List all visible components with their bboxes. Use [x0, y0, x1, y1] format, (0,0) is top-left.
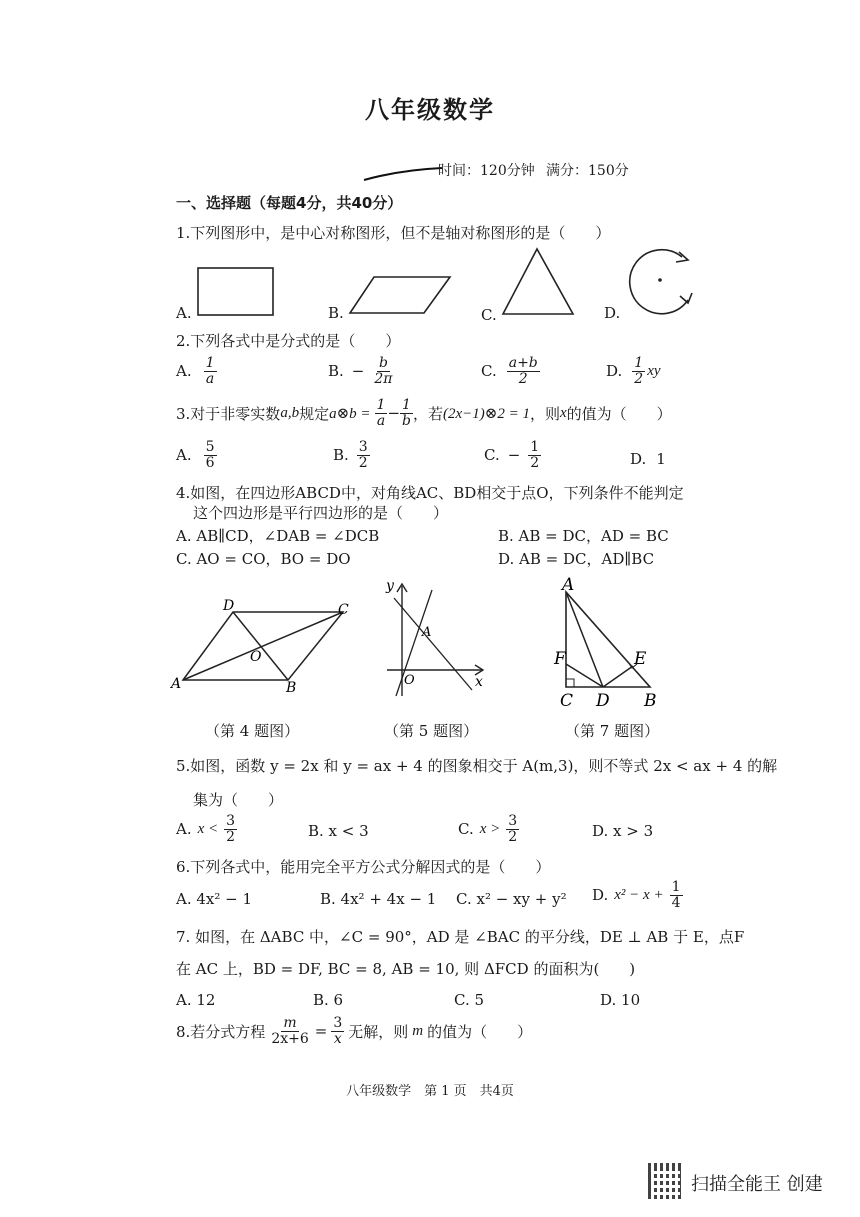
fig4-label-b: B [286, 680, 297, 696]
q3-f2-den: b [402, 412, 411, 429]
q3-option-d [630, 450, 666, 468]
question-4-line2: 这个四边形是平行四边形的是（ ） [193, 504, 449, 522]
q2-a-label: A. [176, 362, 192, 381]
q3-a-frac [204, 440, 217, 470]
q3-f2 [400, 398, 413, 428]
q2-c-label: C. [481, 362, 497, 381]
fig4-label-d: D [223, 598, 235, 614]
q3-b-num: 3 [358, 439, 368, 455]
page-footer: 八年级数学 第 1 页 共4页 [346, 1084, 514, 1099]
figure-5-graph [382, 578, 492, 703]
q3-stem-g: ，则 [529, 404, 560, 423]
exam-time: 时间：120分钟 [438, 163, 535, 179]
q1-triangle-shape [500, 246, 576, 318]
q2-b-label: B. [328, 362, 344, 381]
fig7-label-d: D [596, 691, 610, 711]
q3-a-num: 5 [205, 439, 215, 455]
q4-option-d: D. AB = DC，AD∥BC [498, 550, 655, 568]
figure-7-triangle [548, 572, 663, 712]
q5-option-d: D. x > 3 [592, 822, 654, 840]
fig7-label-b: B [644, 691, 657, 711]
question-1-stem: 1.下列图形中，是中心对称图形，但不是轴对称图形的是（ ） [176, 224, 611, 242]
section-heading: 一、选择题（每题4分，共40分） [176, 194, 403, 212]
q7-option-b: B. 6 [313, 991, 344, 1009]
qr-code-icon [648, 1163, 684, 1199]
q2-d-den: 2 [634, 370, 644, 387]
q2-a-den: a [205, 370, 215, 387]
q3-stem-b: a,b [280, 404, 300, 421]
q8-eq: = [314, 1022, 328, 1041]
q8-var: m [412, 1022, 424, 1039]
figure-5-caption: （第 5 题图） [384, 722, 479, 740]
q1-option-b-label: B. [328, 304, 344, 322]
q6-d-frac [670, 880, 683, 910]
question-2-stem: 2.下列各式中是分式的是（ ） [176, 332, 401, 350]
fig5-label-o: O [404, 673, 415, 688]
fig7-label-c: C [560, 691, 574, 711]
page-title: 八年级数学 [365, 96, 495, 124]
q3-option-a [176, 440, 217, 470]
q2-option-a [176, 356, 217, 386]
q2-a-num: 1 [205, 355, 215, 371]
q5-a-den: 2 [226, 828, 236, 845]
q2-c-num: a+b [508, 355, 538, 371]
question-6-stem: 6.下列各式中，能用完全平方公式分解因式的是（ ） [176, 858, 551, 876]
q5-option-b: B. x < 3 [308, 822, 369, 840]
fig5-label-y: y [386, 578, 394, 594]
q6-d-num: 1 [671, 879, 681, 895]
q3-c-sign: − [507, 446, 521, 465]
question-8-stem [176, 1016, 532, 1046]
fig7-label-e: E [634, 649, 647, 669]
q3-b-frac [357, 440, 370, 470]
q1-option-d-label: D. [604, 304, 621, 322]
q3-d-val: 1 [656, 450, 666, 468]
q6-d-pre: x² − x + [614, 886, 664, 903]
q5-option-a [176, 814, 237, 844]
question-4-line1: 4.如图，在四边形ABCD中，对角线AC、BD相交于点O，下列条件不能判定 [176, 484, 684, 502]
q8-pre: 8.若分式方程 [176, 1022, 266, 1041]
q8-f2 [331, 1016, 344, 1046]
q1-option-a-label: A. [176, 304, 192, 322]
q2-c-den: 2 [518, 370, 528, 387]
q3-a-label: A. [176, 446, 192, 465]
fig4-label-c: C [338, 602, 349, 618]
q5-c-num: 3 [508, 813, 518, 829]
q7-option-a: A. 12 [176, 991, 216, 1009]
q3-f2-num: 1 [402, 397, 411, 413]
q3-a-den: 6 [205, 454, 215, 471]
q3-f1-num: 1 [376, 397, 386, 413]
q2-d-tail: xy [647, 362, 661, 379]
q2-b-den: 2π [374, 370, 393, 387]
figure-7-caption: （第 7 题图） [565, 722, 660, 740]
fig7-label-a: A [562, 575, 575, 595]
scanner-watermark: 扫描全能王 创建 [691, 1174, 823, 1195]
q3-stem-i: 的值为（ ） [566, 404, 672, 423]
q3-option-c [484, 440, 541, 470]
q3-c-num: 1 [530, 439, 540, 455]
q3-stem-e: ，若 [413, 404, 444, 423]
q6-d-den: 4 [671, 894, 681, 911]
q1-rectangle-shape [196, 266, 276, 318]
question-5-line2: 集为（ ） [193, 791, 284, 809]
q3-option-b [333, 440, 370, 470]
q8-f2-num: 3 [333, 1015, 343, 1031]
q5-a-frac [224, 814, 237, 844]
q4-option-b: B. AB = DC，AD = BC [498, 527, 669, 545]
q5-c-frac [506, 814, 519, 844]
q8-f2-den: x [333, 1030, 342, 1047]
q2-a-fraction [204, 356, 217, 386]
q2-d-label: D. [606, 362, 623, 381]
question-3-stem [176, 398, 672, 428]
q3-minus: − [387, 404, 401, 423]
q6-d-label: D. [592, 886, 609, 905]
q6-option-b: B. 4x² + 4x − 1 [320, 890, 437, 908]
q2-d-fraction [632, 356, 645, 386]
q5-a-num: 3 [226, 813, 236, 829]
question-7-line2: 在 AC 上，BD = DF, BC = 8, AB = 10, 则 ΔFCD 的面积为( ) [176, 960, 636, 978]
q2-option-b [328, 356, 394, 386]
q7-option-c: C. 5 [454, 991, 485, 1009]
q3-stem-d: a⊗b = [329, 405, 371, 422]
fig7-label-f: F [554, 649, 566, 669]
q3-stem-f: (2x−1)⊗2 = 1 [443, 405, 530, 422]
q5-c-pre: x > [479, 820, 501, 837]
q7-option-d: D. 10 [600, 991, 641, 1009]
q6-option-d [592, 880, 683, 910]
fig5-label-x: x [475, 674, 483, 690]
q5-option-c [458, 814, 519, 844]
q8-tail: 的值为（ ） [427, 1022, 533, 1041]
q3-stem-h: x [560, 404, 567, 421]
figure-4-caption: （第 4 题图） [205, 722, 300, 740]
q3-c-frac [528, 440, 541, 470]
q1-parallelogram-shape [348, 274, 452, 316]
q3-b-den: 2 [358, 454, 368, 471]
q8-f1-num: m [283, 1015, 297, 1031]
q3-d-label: D. [630, 450, 647, 468]
q2-option-c [481, 356, 540, 386]
q2-c-fraction [507, 356, 540, 386]
q5-c-den: 2 [508, 828, 518, 845]
q3-c-den: 2 [530, 454, 540, 471]
handwritten-stroke [360, 160, 445, 185]
question-7-line1: 7. 如图，在 ΔABC 中，∠C = 90°，AD 是 ∠BAC 的平分线，DE ⊥ AB 于 E，点F [176, 928, 745, 946]
q6-option-a: A. 4x² − 1 [176, 890, 253, 908]
fig5-label-a: A [422, 625, 432, 640]
q3-c-label: C. [484, 446, 500, 465]
q3-f1 [375, 398, 388, 428]
q4-option-c: C. AO = CO，BO = DO [176, 550, 351, 568]
fig4-label-o: O [250, 649, 262, 665]
q8-f1-den: 2x+6 [271, 1030, 309, 1047]
q2-d-num: 1 [634, 355, 644, 371]
q1-circle-arrows-shape [624, 248, 698, 316]
q3-b-label: B. [333, 446, 349, 465]
question-5-line1: 5.如图，函数 y = 2x 和 y = ax + 4 的图象相交于 A(m,3)，则不等式 2x < ax + 4 的解 [176, 757, 778, 775]
q2-b-num: b [378, 355, 388, 371]
q5-c-label: C. [458, 820, 474, 839]
q2-option-d [606, 356, 661, 386]
q3-stem-c: 规定 [299, 404, 330, 423]
q2-b-sign: − [351, 362, 365, 381]
q5-a-label: A. [176, 820, 192, 839]
q3-stem-a: 3.对于非零实数 [176, 404, 281, 423]
q8-post: 无解，则 [348, 1022, 409, 1041]
q6-option-c: C. x² − xy + y² [456, 890, 567, 908]
q8-f1 [269, 1016, 310, 1046]
q1-option-c-label: C. [481, 306, 497, 324]
exam-score: 满分：150分 [546, 163, 629, 179]
q2-b-fraction [372, 356, 394, 386]
q4-option-a: A. AB∥CD，∠DAB = ∠DCB [176, 527, 380, 545]
fig4-label-a: A [171, 676, 182, 692]
q3-f1-den: a [376, 412, 386, 429]
q5-a-pre: x < [197, 820, 219, 837]
figure-4-parallelogram [168, 592, 358, 702]
